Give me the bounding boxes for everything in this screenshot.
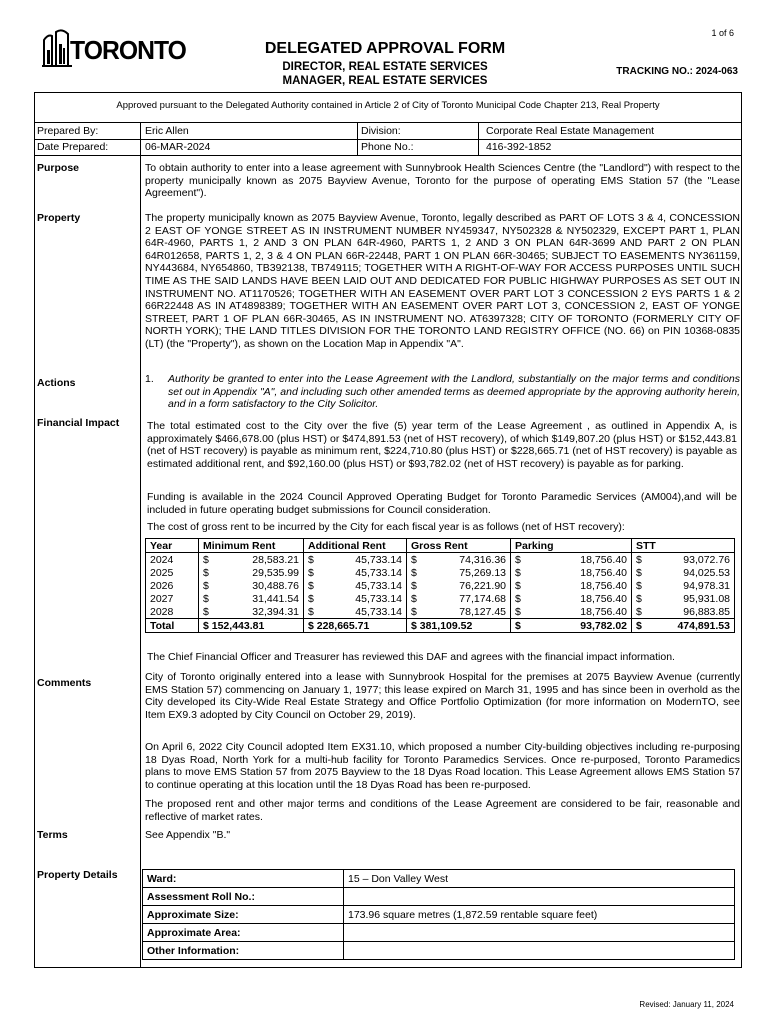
- property-detail-value: 15 – Don Valley West: [344, 870, 735, 888]
- year-cell: 2025: [146, 566, 199, 579]
- additional-rent-cell-currency: $: [308, 592, 314, 605]
- gross-rent-cell-amount: 78,127.45: [459, 605, 506, 618]
- prepared-by-value: Eric Allen: [145, 125, 189, 137]
- logo-wordmark: TORONTO: [70, 35, 186, 65]
- additional-rent-cell: [304, 592, 407, 605]
- financial-text-1: The total estimated cost to the City over the five (5) year term of the Lease Agreement , as outlined in Appendix A, is approximately $466,678.00 (plus HST) or $474,891.53 (net of HST recovery), of which $149,807.20 (plus HST) or $152,443.81 (net of HST recovery) is payable as minimum rent, $224,710.80 (plus HST) or $228,665.71 (net of HST recovery) is payable as estimated additional rent, and $92,160.00 (plus HST) or $93,782.02 (net of HST recovery) is payable as for parking.: [147, 420, 737, 470]
- gross-rent-cell-amount: 75,269.13: [459, 566, 506, 579]
- divider: [357, 122, 358, 155]
- parking-cell-currency: $: [515, 553, 521, 566]
- parking-cell-amount: 18,756.40: [580, 579, 627, 592]
- property-detail-key: Approximate Size:: [143, 906, 344, 924]
- property-detail-row: [143, 924, 735, 942]
- additional-rent-cell: [304, 579, 407, 592]
- stt-cell-currency: $: [636, 566, 642, 579]
- minimum-rent-cell: [199, 605, 304, 619]
- gross-rent-cell-currency: $: [411, 605, 417, 618]
- action-number: 1.: [145, 373, 154, 385]
- property-detail-value: [344, 942, 735, 960]
- comments-text-1: City of Toronto originally entered into a lease with Sunnybrook Hospital for the premises at 2075 Bayview Avenue (currently EMS Station 57) commencing on January 1, 1977; this lease expired on March 31, 1995 and has since been in overhold as the City developed its City-Wide Real Estate Strategy and Office Portfolio Optimization (for more information on ModernTO, see Item EX9.3 adopted by City Council on October 29, 2019).: [145, 671, 740, 721]
- minimum-rent-cell: [199, 579, 304, 592]
- col-stt: STT: [632, 539, 735, 553]
- gross-rent-cell-currency: $: [411, 566, 417, 579]
- additional-rent-cell: [304, 553, 407, 567]
- minimum-rent-cell-amount: 31,441.54: [252, 592, 299, 605]
- stt-cell-currency: $: [636, 605, 642, 618]
- additional-rent-cell-amount: 45,733.14: [355, 592, 402, 605]
- stt-cell: [632, 592, 735, 605]
- total-stt-currency: $: [636, 619, 642, 632]
- additional-rent-cell-amount: 45,733.14: [355, 566, 402, 579]
- total-parking-currency: $: [515, 619, 521, 632]
- total-label: Total: [146, 619, 199, 633]
- stt-cell-currency: $: [636, 579, 642, 592]
- form-title: DELEGATED APPROVAL FORM: [264, 40, 506, 57]
- total-gross-rent: $ 381,109.52: [407, 619, 511, 633]
- comments-text-3: The proposed rent and other major terms and conditions of the Lease Agreement are considered to be fair, reasonable and reflective of market rates.: [145, 798, 740, 823]
- minimum-rent-cell: [199, 566, 304, 579]
- additional-rent-cell: [304, 605, 407, 619]
- stt-cell-currency: $: [636, 553, 642, 566]
- purpose-label: Purpose: [37, 162, 80, 174]
- parking-cell: [511, 605, 632, 619]
- label-column-divider: [140, 122, 141, 968]
- tracking-number: TRACKING NO.: 2024-063: [616, 66, 738, 77]
- minimum-rent-cell-currency: $: [203, 605, 209, 618]
- toronto-logo: [42, 26, 186, 68]
- minimum-rent-cell-currency: $: [203, 592, 209, 605]
- actions-label: Actions: [37, 377, 76, 389]
- city-hall-logo-icon: [42, 26, 72, 68]
- additional-rent-cell-amount: 45,733.14: [355, 553, 402, 566]
- additional-rent-cell-currency: $: [308, 566, 314, 579]
- gross-rent-cell-currency: $: [411, 553, 417, 566]
- property-detail-value: 173.96 square metres (1,872.59 rentable square feet): [344, 906, 735, 924]
- parking-cell-amount: 18,756.40: [580, 566, 627, 579]
- property-details-table: [142, 869, 735, 960]
- gross-rent-cell-currency: $: [411, 592, 417, 605]
- year-cell: 2024: [146, 553, 199, 567]
- gross-rent-cell: [407, 553, 511, 567]
- phone-label: Phone No.:: [361, 141, 414, 153]
- comments-label: Comments: [37, 677, 92, 689]
- additional-rent-cell-currency: $: [308, 605, 314, 618]
- minimum-rent-cell-currency: $: [203, 566, 209, 579]
- gross-rent-cell-amount: 77,174.68: [459, 592, 506, 605]
- property-detail-row: [143, 942, 735, 960]
- financial-text-2: Funding is available in the 2024 Council Approved Operating Budget for Toronto Paramedic Services (AM004),and will be included in future operating budget submissions for Council consideration.: [147, 491, 737, 516]
- terms-label: Terms: [37, 829, 68, 841]
- property-detail-key: Approximate Area:: [143, 924, 344, 942]
- year-cell: 2026: [146, 579, 199, 592]
- parking-cell-currency: $: [515, 605, 521, 618]
- additional-rent-cell-amount: 45,733.14: [355, 605, 402, 618]
- table-row: [146, 566, 735, 579]
- financial-impact-label: Financial Impact: [37, 417, 120, 429]
- year-cell: 2027: [146, 592, 199, 605]
- table-row: [146, 553, 735, 567]
- stt-cell-amount: 94,978.31: [683, 579, 730, 592]
- gross-rent-cell: [407, 605, 511, 619]
- additional-rent-cell-amount: 45,733.14: [355, 579, 402, 592]
- total-parking: [511, 619, 632, 633]
- subtitle-line-1: DIRECTOR, REAL ESTATE SERVICES: [282, 61, 488, 73]
- gross-rent-cell-currency: $: [411, 579, 417, 592]
- gross-rent-cell: [407, 579, 511, 592]
- additional-rent-cell-currency: $: [308, 553, 314, 566]
- parking-cell-amount: 18,756.40: [580, 592, 627, 605]
- parking-cell: [511, 592, 632, 605]
- prepared-by-label: Prepared By:: [37, 125, 99, 137]
- gross-rent-cell: [407, 592, 511, 605]
- page-number: 1 of 6: [711, 28, 734, 38]
- property-label: Property: [37, 212, 81, 224]
- parking-cell-currency: $: [515, 592, 521, 605]
- stt-cell: [632, 579, 735, 592]
- property-detail-row: [143, 870, 735, 888]
- purpose-text: To obtain authority to enter into a lease agreement with Sunnybrook Health Sciences Centre (the "Landlord") with respect to the property municipally known as 2075 Bayview Avenue, Toronto for the purpose of operating EMS Station 57 (the "Lease Agreement").: [145, 162, 740, 200]
- gross-rent-table: [145, 538, 735, 633]
- property-detail-key: Other Information:: [143, 942, 344, 960]
- comments-text-2: On April 6, 2022 City Council adopted Item EX31.10, which proposed a number City-building objectives including re-purposing 18 Dyas Road, North York for a multi-hub facility for Toronto Paramedics Services. Once re-purposed, Toronto Paramedics plans to move EMS Station 57 from 2075 Bayview to the 18 Dyas Road location. This Lease Agreement allows EMS Station 57 to continue operating at this location until the 18 Dyas Road has been re-purposed.: [145, 741, 740, 791]
- total-stt: [632, 619, 735, 633]
- total-additional-rent: $ 228,665.71: [304, 619, 407, 633]
- parking-cell-amount: 18,756.40: [580, 605, 627, 618]
- stt-cell-amount: 93,072.76: [683, 553, 730, 566]
- parking-cell-currency: $: [515, 579, 521, 592]
- additional-rent-cell: [304, 566, 407, 579]
- col-minimum-rent: Minimum Rent: [199, 539, 304, 553]
- property-details-label: Property Details: [37, 869, 118, 881]
- minimum-rent-cell: [199, 553, 304, 567]
- division-label: Division:: [361, 125, 401, 137]
- minimum-rent-cell: [199, 592, 304, 605]
- property-detail-row: [143, 888, 735, 906]
- stt-cell: [632, 553, 735, 567]
- terms-text: See Appendix "B.": [145, 829, 231, 841]
- total-parking-amount: 93,782.02: [580, 619, 627, 632]
- property-detail-value: [344, 924, 735, 942]
- gross-rent-cell-amount: 74,316.36: [459, 553, 506, 566]
- divider: [478, 122, 479, 155]
- minimum-rent-cell-amount: 28,583.21: [252, 553, 299, 566]
- stt-cell-amount: 95,931.08: [683, 592, 730, 605]
- total-stt-amount: 474,891.53: [677, 619, 730, 632]
- gross-rent-cell-amount: 76,221.90: [459, 579, 506, 592]
- col-year: Year: [146, 539, 199, 553]
- parking-cell: [511, 579, 632, 592]
- action-1-text: Authority be granted to enter into the Lease Agreement with the Landlord, substantially on the major terms and conditions set out in Appendix "A", and including such other amended terms as deemed appropriate by the approving authority herein, and in a form satisfactory to the City Solicitor.: [168, 373, 740, 411]
- minimum-rent-cell-amount: 29,535.99: [252, 566, 299, 579]
- property-detail-key: Assessment Roll No.:: [143, 888, 344, 906]
- col-parking: Parking: [511, 539, 632, 553]
- property-detail-key: Ward:: [143, 870, 344, 888]
- additional-rent-cell-currency: $: [308, 579, 314, 592]
- table-row: [146, 605, 735, 619]
- financial-text-4: The Chief Financial Officer and Treasurer has reviewed this DAF and agrees with the financial impact information.: [147, 651, 675, 663]
- parking-cell: [511, 553, 632, 567]
- phone-value: 416-392-1852: [486, 141, 552, 153]
- form-subtitle: [200, 60, 570, 88]
- col-gross-rent: Gross Rent: [407, 539, 511, 553]
- stt-cell-amount: 96,883.85: [683, 605, 730, 618]
- property-text: The property municipally known as 2075 Bayview Avenue, Toronto, legally described as PART OF LOTS 3 & 4, CONCESSION 2 EAST OF YONGE STREET AS IN INSTRUMENT NUMBER NY459347, NY502328 & NY502329, EXCEPT PART 1, PLAN 64R-4960, PARTS 1, 2 AND 3 ON PLAN 64R-4960, PARTS 1, 2 AND 3 ON PLAN 64R-3699 AND PART 2 ON PLAN 64R012658, PARTS 1, 2, 3 & 4 ON PLAN 66R-22448, PART 1 ON PLAN 66R-30465; SUBJECT TO EASEMENTS NY361159, NY443684, NY654860, TB392138, TB749115; TOGETHER WITH A RIGHT-OF-WAY FOR ACCESS PURPOSES UNTIL SUCH TIME AS THE SAID LANDS HAVE BEEN LAID OUT AND DEDICATED FOR PUBLIC HIGHWAY PURPOSES AS SET OUT IN INSTRUMENT NO. AT1170526; TOGETHER WITH AN EASEMENT OVER PART LOT 3 CONCESSION 2 EYS PARTS 1 & 2 66R22448 AS IN AT4898389; TOGETHER WITH AN EASEMENT OVER PART LOT 3, CONCESSION 2, EAST OF YONGE STREET, PART 1 OF PLAN 66R-30465, AS IN INSTRUMENT NO. AT6397328; CITY OF TORONTO (FORMERLY CITY OF NORTH YORK); THE LAND TITLES DIVISION FOR THE TORONTO LAND REGISTRY OFFICE (NO. 66) on PIN 10368-0835 (LT) (the "Property"), as shown on the Location Map in Appendix "A".: [145, 212, 740, 350]
- date-value: 06-MAR-2024: [145, 141, 211, 153]
- subtitle-line-2: MANAGER, REAL ESTATE SERVICES: [282, 75, 488, 87]
- stt-cell: [632, 605, 735, 619]
- approved-statement: Approved pursuant to the Delegated Authority contained in Article 2 of City of Toronto Municipal Code Chapter 213, Real Property: [116, 100, 660, 111]
- table-row: [146, 579, 735, 592]
- date-label: Date Prepared:: [37, 141, 109, 153]
- col-additional-rent: Additional Rent: [304, 539, 407, 553]
- table-row: [146, 592, 735, 605]
- parking-cell-amount: 18,756.40: [580, 553, 627, 566]
- property-detail-value: [344, 888, 735, 906]
- minimum-rent-cell-currency: $: [203, 553, 209, 566]
- gross-rent-cell: [407, 566, 511, 579]
- parking-cell: [511, 566, 632, 579]
- division-value: Corporate Real Estate Management: [486, 125, 655, 137]
- minimum-rent-cell-amount: 30,488.76: [252, 579, 299, 592]
- financial-text-3: The cost of gross rent to be incurred by the City for each fiscal year is as follows (net of HST recovery):: [147, 521, 625, 533]
- stt-cell-amount: 94,025.53: [683, 566, 730, 579]
- stt-cell-currency: $: [636, 592, 642, 605]
- revised-date: Revised: January 11, 2024: [639, 1000, 734, 1009]
- stt-cell: [632, 566, 735, 579]
- total-minimum-rent: $ 152,443.81: [199, 619, 304, 633]
- minimum-rent-cell-currency: $: [203, 579, 209, 592]
- parking-cell-currency: $: [515, 566, 521, 579]
- year-cell: 2028: [146, 605, 199, 619]
- total-row: [146, 619, 735, 633]
- minimum-rent-cell-amount: 32,394.31: [252, 605, 299, 618]
- property-detail-row: [143, 906, 735, 924]
